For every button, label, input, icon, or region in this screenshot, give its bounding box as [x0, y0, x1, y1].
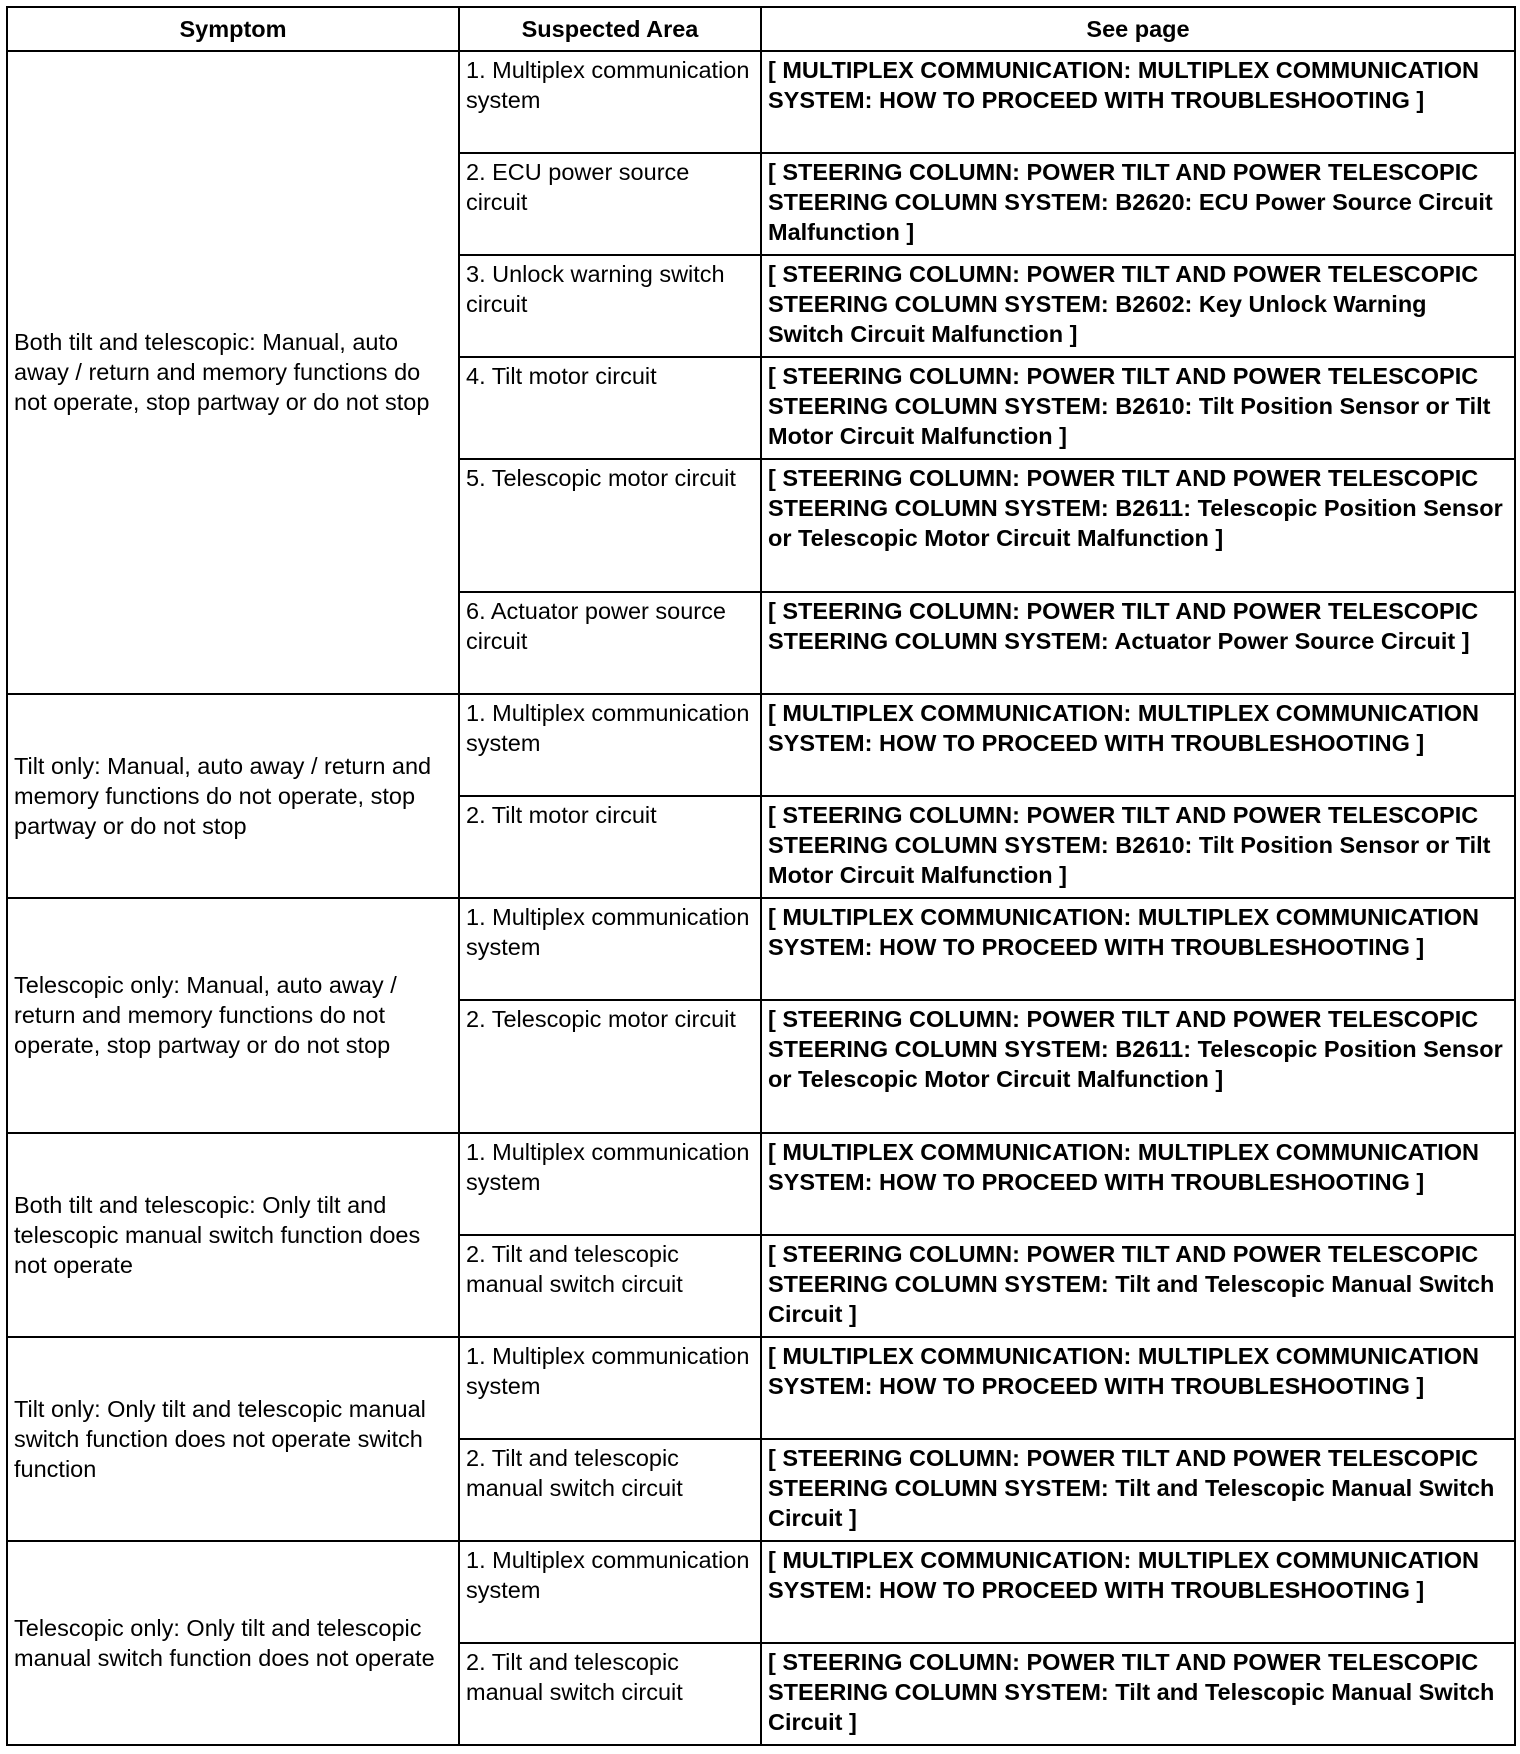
see-page-reference[interactable]: [ MULTIPLEX COMMUNICATION: MULTIPLEX COMMUNICATION SYSTEM: HOW TO PROCEED WITH TROUBLESHOOTING ]: [761, 898, 1515, 1000]
suspected-area-cell: 2. ECU power source circuit: [459, 153, 761, 255]
see-page-reference[interactable]: [ STEERING COLUMN: POWER TILT AND POWER TELESCOPIC STEERING COLUMN SYSTEM: B2611: Telescopic Position Sensor or Telescopic Motor Circuit Malfunction ]: [761, 1000, 1515, 1133]
symptom-cell: Tilt only: Manual, auto away / return and memory functions do not operate, stop partway or do not stop: [7, 694, 459, 898]
see-page-reference[interactable]: [ STEERING COLUMN: POWER TILT AND POWER TELESCOPIC STEERING COLUMN SYSTEM: B2620: ECU Power Source Circuit Malfunction ]: [761, 153, 1515, 255]
see-page-reference[interactable]: [ STEERING COLUMN: POWER TILT AND POWER TELESCOPIC STEERING COLUMN SYSTEM: Tilt and Telescopic Manual Switch Circuit ]: [761, 1235, 1515, 1337]
table-header-row: [7, 7, 1515, 51]
suspected-area-cell: 2. Tilt and telescopic manual switch circuit: [459, 1235, 761, 1337]
table-row: [7, 694, 1515, 796]
suspected-area-cell: 1. Multiplex communication system: [459, 898, 761, 1000]
see-page-reference[interactable]: [ STEERING COLUMN: POWER TILT AND POWER TELESCOPIC STEERING COLUMN SYSTEM: B2611: Telescopic Position Sensor or Telescopic Motor Circuit Malfunction ]: [761, 459, 1515, 592]
table-row: [7, 1133, 1515, 1235]
symptom-cell: Tilt only: Only tilt and telescopic manual switch function does not operate switch function: [7, 1337, 459, 1541]
symptom-cell: Telescopic only: Only tilt and telescopic manual switch function does not operate: [7, 1541, 459, 1745]
document-page: [6, 6, 1514, 1746]
see-page-reference[interactable]: [ STEERING COLUMN: POWER TILT AND POWER TELESCOPIC STEERING COLUMN SYSTEM: Tilt and Telescopic Manual Switch Circuit ]: [761, 1439, 1515, 1541]
suspected-area-cell: 3. Unlock warning switch circuit: [459, 255, 761, 357]
see-page-reference[interactable]: [ MULTIPLEX COMMUNICATION: MULTIPLEX COMMUNICATION SYSTEM: HOW TO PROCEED WITH TROUBLESHOOTING ]: [761, 1133, 1515, 1235]
suspected-area-cell: 1. Multiplex communication system: [459, 694, 761, 796]
header-suspected-area: Suspected Area: [459, 7, 761, 51]
table-row: [7, 1337, 1515, 1439]
see-page-reference[interactable]: [ MULTIPLEX COMMUNICATION: MULTIPLEX COMMUNICATION SYSTEM: HOW TO PROCEED WITH TROUBLESHOOTING ]: [761, 1337, 1515, 1439]
suspected-area-cell: 2. Telescopic motor circuit: [459, 1000, 761, 1133]
see-page-reference[interactable]: [ STEERING COLUMN: POWER TILT AND POWER TELESCOPIC STEERING COLUMN SYSTEM: B2610: Tilt Position Sensor or Tilt Motor Circuit Malfunction ]: [761, 796, 1515, 898]
table-row: [7, 51, 1515, 153]
symptom-cell: Telescopic only: Manual, auto away / return and memory functions do not operate, stop partway or do not stop: [7, 898, 459, 1133]
table-row: [7, 1541, 1515, 1643]
suspected-area-cell: 2. Tilt and telescopic manual switch circuit: [459, 1439, 761, 1541]
header-see-page: See page: [761, 7, 1515, 51]
symptom-cell: Both tilt and telescopic: Manual, auto away / return and memory functions do not operate, stop partway or do not stop: [7, 51, 459, 694]
suspected-area-cell: 1. Multiplex communication system: [459, 1133, 761, 1235]
problem-symptoms-table: [6, 6, 1516, 1746]
header-symptom: Symptom: [7, 7, 459, 51]
suspected-area-cell: 1. Multiplex communication system: [459, 1541, 761, 1643]
suspected-area-cell: 6. Actuator power source circuit: [459, 592, 761, 694]
table-row: [7, 898, 1515, 1000]
symptom-cell: Both tilt and telescopic: Only tilt and telescopic manual switch function does not operate: [7, 1133, 459, 1337]
suspected-area-cell: 1. Multiplex communication system: [459, 1337, 761, 1439]
see-page-reference[interactable]: [ STEERING COLUMN: POWER TILT AND POWER TELESCOPIC STEERING COLUMN SYSTEM: Tilt and Telescopic Manual Switch Circuit ]: [761, 1643, 1515, 1745]
see-page-reference[interactable]: [ STEERING COLUMN: POWER TILT AND POWER TELESCOPIC STEERING COLUMN SYSTEM: B2610: Tilt Position Sensor or Tilt Motor Circuit Malfunction ]: [761, 357, 1515, 459]
see-page-reference[interactable]: [ STEERING COLUMN: POWER TILT AND POWER TELESCOPIC STEERING COLUMN SYSTEM: B2602: Key Unlock Warning Switch Circuit Malfunction ]: [761, 255, 1515, 357]
suspected-area-cell: 2. Tilt and telescopic manual switch circuit: [459, 1643, 761, 1745]
suspected-area-cell: 2. Tilt motor circuit: [459, 796, 761, 898]
suspected-area-cell: 5. Telescopic motor circuit: [459, 459, 761, 592]
see-page-reference[interactable]: [ MULTIPLEX COMMUNICATION: MULTIPLEX COMMUNICATION SYSTEM: HOW TO PROCEED WITH TROUBLESHOOTING ]: [761, 694, 1515, 796]
see-page-reference[interactable]: [ MULTIPLEX COMMUNICATION: MULTIPLEX COMMUNICATION SYSTEM: HOW TO PROCEED WITH TROUBLESHOOTING ]: [761, 51, 1515, 153]
see-page-reference[interactable]: [ MULTIPLEX COMMUNICATION: MULTIPLEX COMMUNICATION SYSTEM: HOW TO PROCEED WITH TROUBLESHOOTING ]: [761, 1541, 1515, 1643]
suspected-area-cell: 1. Multiplex communication system: [459, 51, 761, 153]
see-page-reference[interactable]: [ STEERING COLUMN: POWER TILT AND POWER TELESCOPIC STEERING COLUMN SYSTEM: Actuator Power Source Circuit ]: [761, 592, 1515, 694]
suspected-area-cell: 4. Tilt motor circuit: [459, 357, 761, 459]
